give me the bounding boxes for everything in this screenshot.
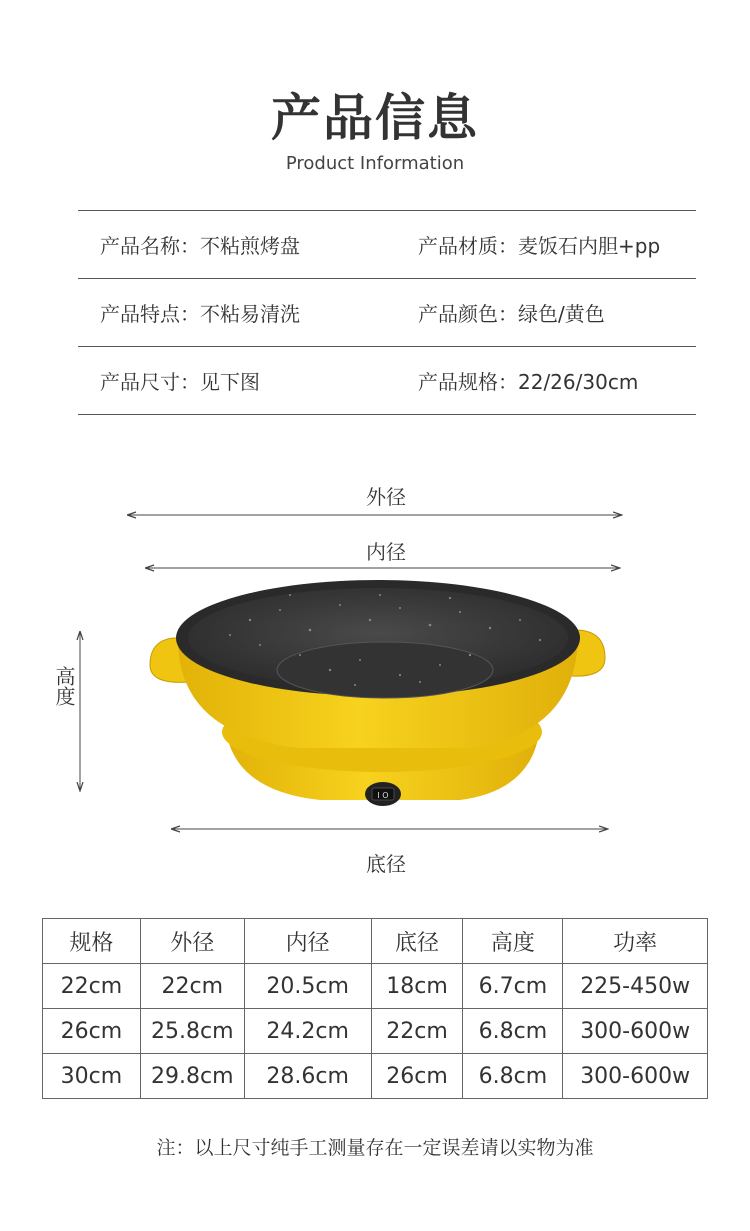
info-spec: 产品规格：22/26/30cm [418,370,639,394]
table-cell: 24.2cm [244,1009,371,1054]
spec-table-header [43,919,708,964]
header-outer: 外径 [140,919,244,964]
info-material: 产品材质：麦饭石内胆+pp [418,234,661,258]
header-height: 高度 [463,919,563,964]
table-cell: 6.8cm [463,1054,563,1099]
table-cell: 18cm [371,964,463,1009]
info-size: 产品尺寸：见下图 [100,370,260,394]
table-row [43,1009,708,1054]
table-row [43,964,708,1009]
table-cell: 26cm [43,1009,141,1054]
table-cell: 25.8cm [140,1009,244,1054]
outer-diameter-label: 外径 [366,485,406,509]
header-power: 功率 [563,919,708,964]
table-cell: 29.8cm [140,1054,244,1099]
table-row [43,1054,708,1099]
table-cell: 6.8cm [463,1009,563,1054]
info-name: 产品名称：不粘煎烤盘 [100,234,300,258]
table-cell: 300-600w [563,1009,708,1054]
table-cell: 300-600w [563,1054,708,1099]
table-cell: 22cm [371,1009,463,1054]
info-color: 产品颜色：绿色/黄色 [418,302,605,326]
measurement-note: 注：以上尺寸纯手工测量存在一定误差请以实物为准 [156,1137,594,1159]
table-cell: 28.6cm [244,1054,371,1099]
product-info-table [78,210,696,415]
table-cell: 6.7cm [463,964,563,1009]
table-cell: 26cm [371,1054,463,1099]
header-base: 底径 [371,919,463,964]
page-title: 产品信息 [271,89,479,147]
inner-plate [277,642,493,698]
table-cell: 22cm [43,964,141,1009]
page-subtitle: Product Information [285,153,465,174]
inner-diameter-label: 内径 [366,540,406,564]
info-row [78,346,696,415]
info-row [78,278,696,346]
spec-table [42,918,708,1099]
header-spec: 规格 [43,919,141,964]
table-cell: 30cm [43,1054,141,1099]
base-diameter-label: 底径 [366,852,406,876]
pan-illustration [0,470,750,890]
info-feature: 产品特点：不粘易清洗 [100,302,300,326]
table-cell: 20.5cm [244,964,371,1009]
switch-label: I O [377,791,389,800]
header-inner: 内径 [244,919,371,964]
info-row [78,210,696,278]
table-cell: 225-450w [563,964,708,1009]
table-cell: 22cm [140,964,244,1009]
height-label: 高度 [52,666,76,706]
dimension-diagram [0,470,750,890]
